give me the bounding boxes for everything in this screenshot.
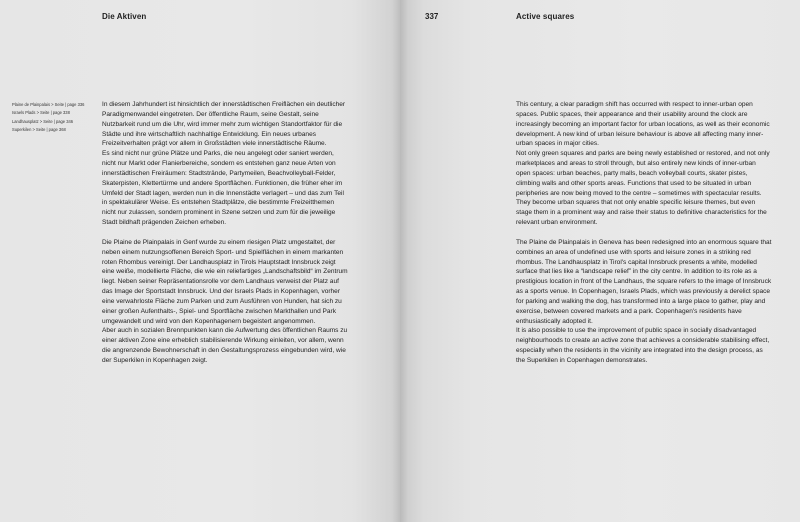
sidenote: Plaine de Plainpalais > Seite | page 336 bbox=[12, 102, 85, 107]
paragraph: In diesem Jahrhundert ist hinsichtlich der innerstädtischen Freiflächen ein deutlicher Paradigmenwandel eingetreten. Der öffentliche Raum, seine Gestalt, seine Nutzbarkeit rund um die Uhr, wird immer mehr zum wichtigen Standortfaktor für die Städte und ihre wirtschaftlich nachhaltige Entwicklung. Ein neues urbanes Freizeitverhalten prägt vor allem in Großstädten viele innerstädtische Räume. bbox=[102, 101, 346, 148]
paragraph: Aber auch in sozialen Brennpunkten kann die Aufwertung des öffentlichen Raums zu einer aktiven Zone eine erheblich stabilisierende Wirkung einleiten, vor allem, wenn die angrenzende Bewohnerschaft in den Gestaltungsprozess eingebunden wird, wie der Superkilen in Kopenhagen zeigt. bbox=[102, 327, 348, 364]
english-body-text bbox=[516, 100, 772, 366]
paragraph: Not only green squares and parks are being newly established or restored, and not only marketplaces and areas to stroll through, but also entirely new kinds of inner-urban open spaces: urban beaches, party malls, beach volleyball courts, skater pistes, climbing walls and other sports areas. Functions that used to be situated in urban peripheries are now being moved to the centre – sometimes with spectacular results. They become urban squares that not only enable specific leisure themes, but even stage them in a prominent way and raise their status to definitive characteristics for the relevant urban environment. bbox=[516, 150, 770, 227]
running-head-left: Die Aktiven bbox=[102, 12, 147, 21]
book-gutter bbox=[392, 0, 408, 522]
paragraph: This century, a clear paradigm shift has occurred with respect to inner-urban open spaces. Public spaces, their appearance and their usability around the clock are increasingly becoming an important factor for urban locations, as well as their economic development. A new kind of urban leisure behaviour is above all affecting many inner-urban spaces in major cities. bbox=[516, 101, 770, 148]
german-body-text bbox=[102, 100, 349, 366]
paragraph: Es sind nicht nur grüne Plätze und Parks, die neu angelegt oder saniert werden, nicht nur Markt oder Flanierbereiche, sondern es entstehen ganz neue Arten von innerstädtischen Freiräumen: Stadtstrände, Partymeilen, Beachvolleyball-Felder, Skaterpisten, Klettertürme und andere Sportflächen. Funktionen, die früher eher im Umfeld der Stadt lagen, werden nun in die Innenstädte verlagert – und das zum Teil in spektakulärer Weise. Es entstehen Stadtplätze, die bestimmte Freizeitthemen nicht nur zulassen, sondern prominent in Szene setzen und zum für die jeweilige Stadt bildhaft prägenden Zeichen erheben. bbox=[102, 150, 344, 227]
sidenote: Landhausplatz > Seite | page 346 bbox=[12, 118, 74, 124]
cross-reference-notes bbox=[12, 101, 98, 134]
sidenote: Israels Plads > Seite | page 338 bbox=[12, 110, 70, 116]
paragraph: The Plaine de Plainpalais in Geneva has been redesigned into an enormous square that combines an area of undefined use with sports and leisure zones in a striking red rhombus. The Landhausplatz in Tirol's capital Innsbruck presents a white, modelled surface that lies like a “landscape relief” in the city centre. In addition to its role as a prestigious location in front of the Landhaus, the square refers to the image of Innsbruck as a sports venue. In Copenhagen, Israels Plads, which was previously a derelict space for parking and walking the dog, has transformed into a large place to gather, play and exercise, between covered markets and a park. Copenhagen's residents have enthusiastically adopted it. bbox=[516, 238, 772, 325]
paragraph: Die Plaine de Plainpalais in Genf wurde zu einem riesigen Platz umgestaltet, der neben einem nutzungsoffenen Bereich Sport- und Spielflächen in einem markanten roten Rhombus vereinigt. Der Landhausplatz in Tirols Hauptstadt Innsbruck zeigt eine weiße, modellierte Fläche, die wie ein reliefartiges „Landschaftsbild“ im Zentrum liegt. Neben seiner Repräsentationsrolle vor dem Landhaus verweist der Platz auf das Image der Sportstadt Innsbruck. Und der Israels Plads in Kopenhagen, vorher eine verwahrloste Fläche zum Parken und zum Ausführen von Hunden, hat sich zu einer großen Aufenthalts-, Spiel- und Sportfläche zwischen Markthallen und Park umgewandelt und wird von den Kopenhagenern begeistert angenommen. bbox=[102, 238, 348, 325]
running-head-right: Active squares bbox=[516, 12, 575, 21]
sidenote: Superkilen > Seite | page 368 bbox=[12, 126, 66, 132]
page-number: 337 bbox=[425, 12, 439, 21]
paragraph: It is also possible to use the improvement of public space in socially disadvantaged neighbourhoods to create an active zone that achieves a considerable stabilising effect, especially when the residents in the vicinity are integrated into the design process, as the Superkilen in Copenhagen demonstrates. bbox=[516, 327, 770, 364]
